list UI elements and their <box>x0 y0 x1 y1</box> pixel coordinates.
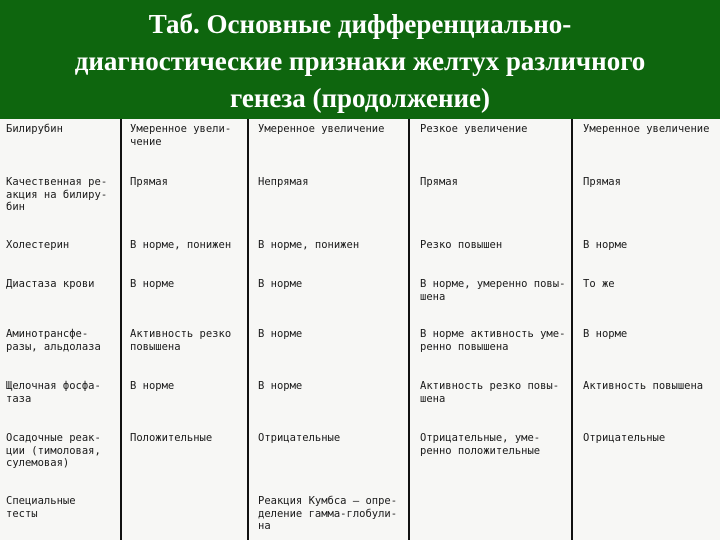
cell-text-line: Специальные <box>6 495 76 507</box>
cell-text-line: То же <box>583 278 615 290</box>
table-cell <box>258 432 340 445</box>
table-row-label <box>6 278 95 291</box>
table-row-label <box>6 239 69 252</box>
cell-text-line: Реакция Кумбса — опре- <box>258 495 398 507</box>
cell-text-line: В норме <box>583 328 628 340</box>
cell-text-line: Осадочные реак- <box>6 432 101 444</box>
table-cell <box>583 380 703 393</box>
table-cell <box>420 432 540 457</box>
cell-text-line: Качественная ре- <box>6 176 108 188</box>
table-cell <box>583 239 627 252</box>
table-cell <box>258 239 359 252</box>
cell-text-line: Непрямая <box>258 176 309 188</box>
cell-text-line: сулемовая) <box>6 457 70 469</box>
table-cell <box>130 239 231 252</box>
cell-text-line: бин <box>6 201 25 213</box>
cell-text-line: ренно повышена <box>420 340 509 353</box>
cell-text-line: Резкое увеличение <box>420 123 528 135</box>
column-divider <box>408 119 410 540</box>
cell-text-line: повышена <box>130 340 181 353</box>
cell-text-line: В норме, умеренно повы- <box>420 278 566 290</box>
table-cell <box>258 123 384 136</box>
table-cell <box>583 278 615 291</box>
cell-text-line: тесты <box>6 507 38 520</box>
table-cell <box>130 380 174 393</box>
cell-text-line: В норме активность уме- <box>420 328 566 340</box>
cell-text-line: шена <box>420 290 446 303</box>
table-row-label <box>6 380 101 405</box>
cell-text-line: Активность резко повы- <box>420 380 560 392</box>
cell-text-line: на <box>258 520 271 532</box>
cell-text-line: Умеренное увели- <box>130 123 232 135</box>
cell-text-line: шена <box>420 392 446 405</box>
cell-text-line: Прямая <box>130 176 168 188</box>
table-cell <box>130 432 212 445</box>
cell-text-line: Активность резко <box>130 328 232 340</box>
table-row-label <box>6 432 101 470</box>
table-row-label <box>6 176 107 214</box>
cell-text-line: ции (тимоловая, <box>6 444 101 457</box>
cell-text-line: Отрицательные <box>258 432 341 444</box>
table-row-label <box>6 495 76 520</box>
table-cell <box>420 380 559 405</box>
table-cell <box>420 239 502 252</box>
cell-text-line: Щелочная фосфа- <box>6 380 101 392</box>
cell-text-line: Умеренное увеличение <box>583 123 710 135</box>
column-divider <box>120 119 122 540</box>
slide-title-line-1: Таб. Основные дифференциально- <box>148 9 572 39</box>
cell-text-line: Диастаза крови <box>6 278 95 290</box>
table-cell <box>583 328 627 341</box>
cell-text-line: Прямая <box>420 176 458 188</box>
table-cell <box>130 123 231 148</box>
slide-title-line-3: генеза (продолжение) <box>229 83 491 113</box>
cell-text-line: В норме <box>258 328 303 340</box>
slide-title-line-2: диагностические признаки желтух различного <box>74 46 646 76</box>
cell-text-line: таза <box>6 392 32 405</box>
cell-text-line: В норме <box>130 380 175 392</box>
table-cell <box>583 176 621 189</box>
cell-text-line: Отрицательные, уме- <box>420 432 541 444</box>
table-cell <box>130 328 231 353</box>
cell-text-line: В норме, понижен <box>130 239 232 251</box>
cell-text-line: Отрицательные <box>583 432 666 444</box>
table-cell <box>420 123 527 136</box>
table-cell <box>258 278 302 291</box>
cell-text-line: В норме <box>583 239 628 251</box>
table-cell <box>258 328 302 341</box>
cell-text-line: разы, альдолаза <box>6 340 101 353</box>
cell-text-line: Умеренное увеличение <box>258 123 385 135</box>
cell-text-line: чение <box>130 135 162 148</box>
column-divider <box>247 119 249 540</box>
cell-text-line: В норме <box>258 278 303 290</box>
slide-title-banner <box>0 0 720 119</box>
table-row-label <box>6 123 63 136</box>
cell-text-line: В норме <box>258 380 303 392</box>
table-cell <box>258 380 302 393</box>
cell-text-line: В норме, понижен <box>258 239 360 251</box>
cell-text-line: Активность повышена <box>583 380 704 392</box>
cell-text-line: Аминотрансфе- <box>6 328 89 340</box>
cell-text-line: В норме <box>130 278 175 290</box>
cell-text-line: акция на билиру- <box>6 188 108 201</box>
table-cell <box>258 495 397 533</box>
table-cell <box>583 123 709 136</box>
scanned-table <box>0 119 720 540</box>
table-cell <box>258 176 309 189</box>
table-cell <box>420 278 565 303</box>
table-cell <box>583 432 665 445</box>
column-divider <box>571 119 573 540</box>
table-cell <box>420 176 458 189</box>
cell-text-line: деление гамма-глобули- <box>258 507 398 520</box>
cell-text-line: Резко повышен <box>420 239 503 251</box>
table-cell <box>130 176 168 189</box>
cell-text-line: Холестерин <box>6 239 70 251</box>
table-cell <box>130 278 174 291</box>
table-row-label <box>6 328 101 353</box>
table-cell <box>420 328 565 353</box>
cell-text-line: Прямая <box>583 176 621 188</box>
cell-text-line: Билирубин <box>6 123 63 135</box>
cell-text-line: ренно положительные <box>420 444 541 457</box>
cell-text-line: Положительные <box>130 432 213 444</box>
